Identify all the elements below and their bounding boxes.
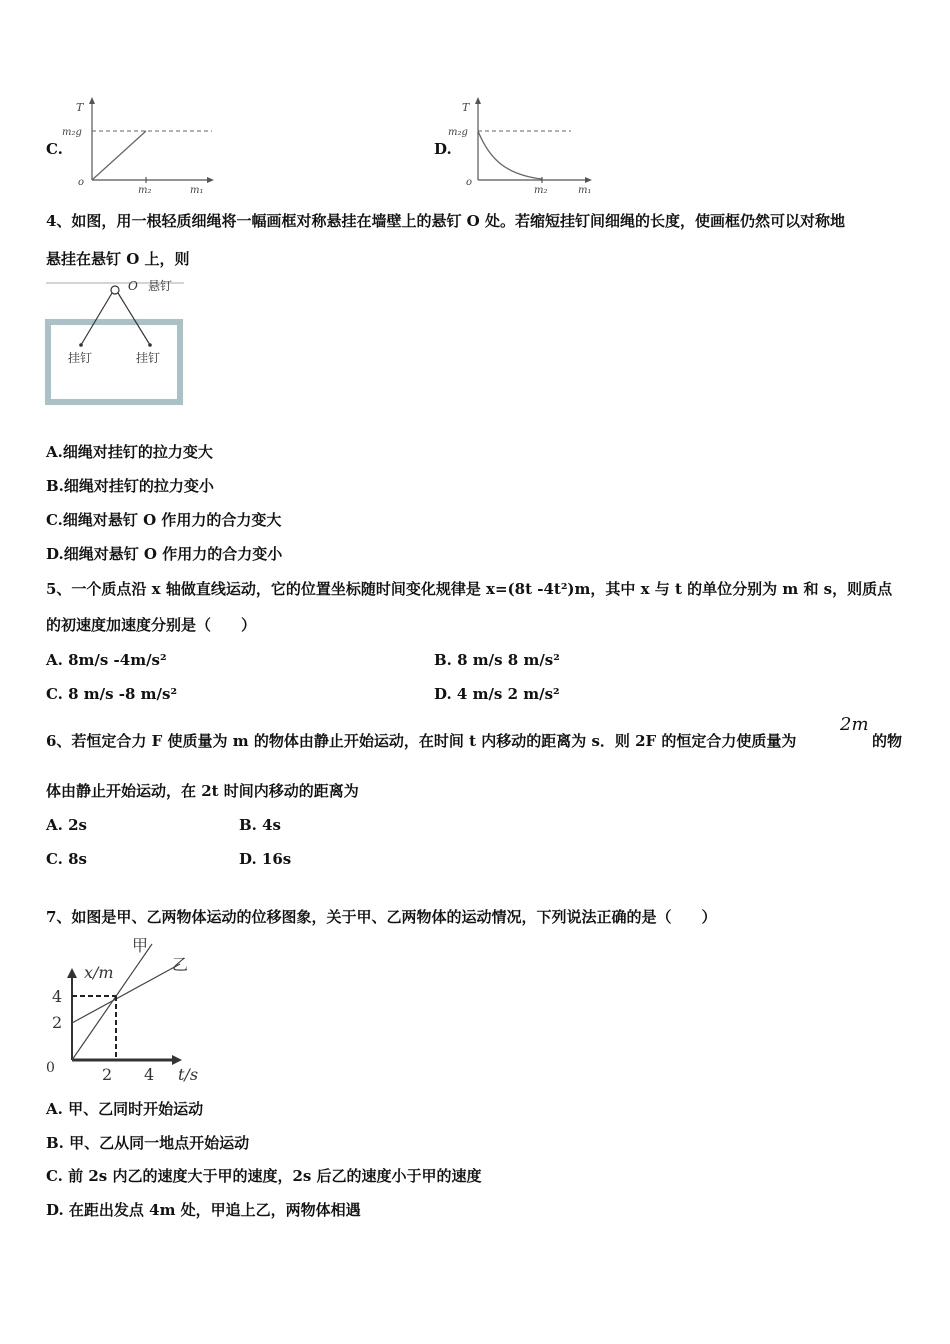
q7-stem: 7、如图是甲、乙两物体运动的位移图象，关于甲、乙两物体的运动情况，下列说法正确的是（ ） [46,908,717,926]
q3-c-origin: o [78,177,85,188]
q4-fig-o: O [128,279,138,293]
q7-fig-y4: 4 [52,987,63,1006]
q4-picture-frame-figure [44,276,194,408]
q7-option-c: C. 前 2s 内乙的速度大于甲的速度，2s 后乙的速度小于甲的速度 [46,1167,482,1185]
q7-fig-jia: 甲 [132,936,149,955]
q3-option-d-graph [448,95,606,196]
q6-option-d: D. 16s [239,850,292,868]
q7-fig-ylabel: x/m [84,963,114,982]
q6-stem-line1: 6、若恒定合力 F 使质量为 m 的物体由静止开始运动，在时间 t 内移动的距离为 s．则 2F 的恒定合力使质量为 [46,732,797,750]
q3-d-m2: m₂ [534,185,548,196]
q7-option-a: A. 甲、乙同时开始运动 [46,1100,204,1118]
q4-stem-line1: 4、如图，用一根轻质细绳将一幅画框对称悬挂在墙壁上的悬钉 O 处。若缩短挂钉间细绳的长度，使画框仍然可以对称地 [46,212,845,230]
q3-c-m2g: m₂g [62,127,82,138]
q3-d-axis-t: T [462,101,470,114]
q5-option-c: C. 8 m/s -8 m/s² [46,685,178,703]
q3-d-m2g: m₂g [448,127,468,138]
q6-option-b: B. 4s [239,816,282,834]
q3-option-c-label: C. [46,140,63,158]
q3-c-m2: m₂ [138,185,152,196]
q7-option-b: B. 甲、乙从同一地点开始运动 [46,1134,250,1152]
q7-fig-origin: 0 [46,1060,55,1076]
q7-displacement-graph [40,934,220,1086]
q5-stem-line2: 的初速度加速度分别是（ ） [46,616,257,634]
q4-fig-hook-left: 挂钉 [68,351,93,365]
q4-option-a: A.细绳对挂钉的拉力变大 [46,443,213,461]
q6-stem-line1-end: 的物 [872,732,903,750]
q4-fig-hook-right: 挂钉 [136,351,161,365]
q7-fig-yi: 乙 [172,955,189,974]
q4-option-b: B.细绳对挂钉的拉力变小 [46,477,214,495]
q3-c-axis-t: T [76,101,84,114]
q7-fig-x4: 4 [144,1065,155,1084]
q7-option-d: D. 在距出发点 4m 处，甲追上乙，两物体相遇 [46,1201,361,1219]
q3-option-c-graph [62,95,220,196]
q6-mass-2m: 2m [840,714,869,735]
q4-option-c: C.细绳对悬钉 O 作用力的合力变大 [46,511,282,529]
q3-d-origin: o [466,177,473,188]
q3-c-m1: m₁ [190,185,204,196]
q4-fig-nail-label: 悬钉 [148,279,173,293]
q4-stem-line2: 悬挂在悬钉 O 上，则 [46,250,190,268]
q6-option-c: C. 8s [46,850,88,868]
q7-fig-x2: 2 [102,1065,113,1084]
q7-fig-xlabel: t/s [178,1065,199,1084]
q5-stem-line1: 5、一个质点沿 x 轴做直线运动，它的位置坐标随时间变化规律是 x=(8t -4t²)m，其中 x 与 t 的单位分别为 m 和 s，则质点 [46,580,893,598]
q5-option-d: D. 4 m/s 2 m/s² [434,685,560,703]
q6-option-a: A. 2s [46,816,87,834]
q3-option-d-label: D. [434,140,452,158]
q3-d-m1: m₁ [578,185,592,196]
q7-fig-y2: 2 [52,1013,63,1032]
q6-stem-line2: 体由静止开始运动，在 2t 时间内移动的距离为 [46,782,359,800]
q4-option-d: D.细绳对悬钉 O 作用力的合力变小 [46,545,283,563]
q5-option-b: B. 8 m/s 8 m/s² [434,651,560,669]
q5-option-a: A. 8m/s -4m/s² [46,651,167,669]
